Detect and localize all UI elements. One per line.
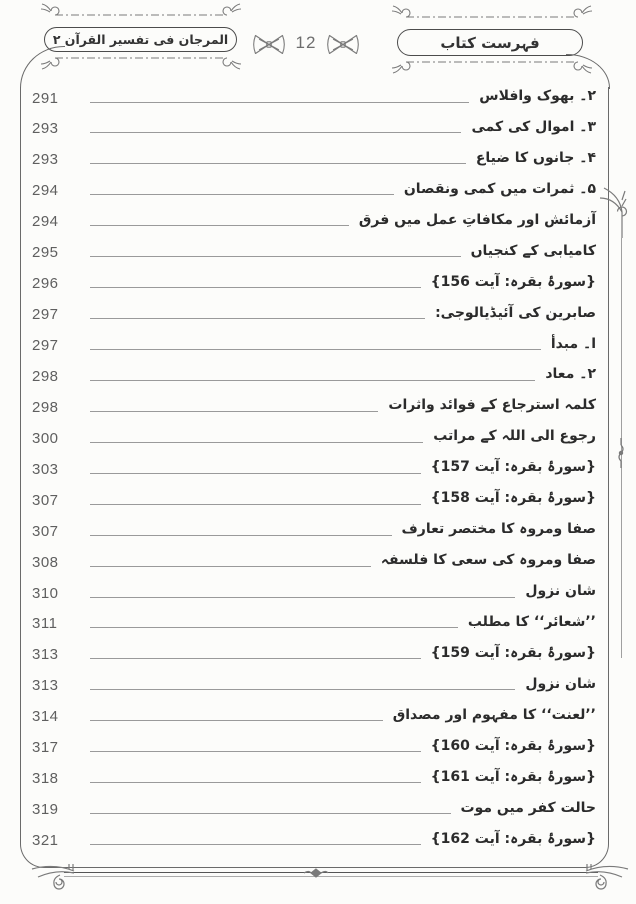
leader-line xyxy=(90,287,421,288)
leader-line xyxy=(90,813,451,814)
leader-line xyxy=(90,380,535,381)
entry-title: صفا ومروہ کی سعی کا فلسفہ xyxy=(380,552,596,569)
leader-line xyxy=(90,720,383,721)
toc-row xyxy=(32,305,596,323)
entry-page-number: 303 xyxy=(32,460,59,478)
entry-page-number: 300 xyxy=(32,429,59,447)
entry-page-number: 311 xyxy=(32,615,58,633)
bow-ornament-icon xyxy=(325,31,361,58)
leader-line xyxy=(90,194,394,195)
toc-row xyxy=(32,521,596,539)
entry-title: کلمہ استرجاع کے فوائد واثرات xyxy=(388,397,596,414)
entry-title: {سورۂ بقرہ: آیت 160} xyxy=(430,737,596,754)
toc-row xyxy=(32,645,596,663)
entry-page-number: 307 xyxy=(32,522,59,540)
entry-page-number: 317 xyxy=(32,739,59,757)
toc-row xyxy=(32,274,596,292)
toc-row xyxy=(32,614,596,632)
leader-line xyxy=(90,411,378,412)
entry-page-number: 297 xyxy=(32,306,59,324)
footer-rule xyxy=(64,872,598,877)
toc-title: فہرست کتاب xyxy=(440,33,540,52)
leader-line xyxy=(90,256,461,257)
knot-ornament-icon xyxy=(615,438,627,468)
leader-line xyxy=(90,442,423,443)
leader-line xyxy=(90,504,421,505)
toc-row xyxy=(32,181,596,199)
corner-flourish-icon xyxy=(30,862,76,892)
toc-row xyxy=(32,336,596,354)
entry-title: ا۔ مبدأ xyxy=(550,335,596,352)
toc-row xyxy=(32,769,596,787)
leader-line xyxy=(90,132,461,133)
leader-line xyxy=(90,782,421,783)
toc-row xyxy=(32,119,596,137)
toc-row xyxy=(32,552,596,570)
entry-page-number: 296 xyxy=(32,275,59,293)
floral-divider-icon xyxy=(392,4,592,22)
entry-title: صفا ومروہ کا مختصر تعارف xyxy=(401,521,596,538)
entry-title: ۲۔ معاد xyxy=(545,366,596,383)
entry-title: آزمائش اور مکافاتِ عمل میں فرق xyxy=(358,211,596,228)
corner-flourish-icon xyxy=(584,862,630,892)
toc-row xyxy=(32,366,596,384)
entry-title: ۳۔ اموال کی کمی xyxy=(471,118,596,135)
entry-page-number: 295 xyxy=(32,244,59,262)
page-number: 12 xyxy=(295,33,317,52)
book-title-box xyxy=(44,27,237,52)
entry-page-number: 321 xyxy=(32,832,59,849)
entry-title: {سورۂ بقرہ: آیت 161} xyxy=(430,768,596,785)
entry-page-number: 313 xyxy=(32,677,59,695)
frame-corner xyxy=(20,46,65,89)
entry-title: صابرین کی آئیڈیالوجی: xyxy=(435,304,596,321)
entry-page-number: 298 xyxy=(32,367,59,385)
entry-page-number: 307 xyxy=(32,491,59,509)
toc-row xyxy=(32,243,596,261)
floral-divider-icon xyxy=(40,2,242,20)
floral-divider-icon xyxy=(40,53,242,71)
entry-title: {سورۂ بقرہ: آیت 157} xyxy=(430,459,596,476)
toc-row xyxy=(32,150,596,168)
leader-line xyxy=(90,751,421,752)
toc-list xyxy=(32,88,596,848)
entry-title: حالت کفر میں موت xyxy=(460,799,596,816)
entry-page-number: 294 xyxy=(32,182,59,200)
entry-title: {سورۂ بقرہ: آیت 158} xyxy=(430,490,596,507)
entry-page-number: 297 xyxy=(32,337,59,354)
entry-title: ’’لعنت‘‘ کا مفہوم اور مصداق xyxy=(392,706,596,723)
entry-title: ۵۔ ثمرات میں کمی ونقصان xyxy=(403,180,596,197)
frame-corner xyxy=(566,54,610,89)
leader-line xyxy=(90,102,469,103)
leader-line xyxy=(90,163,466,164)
leader-line xyxy=(90,535,392,536)
floral-divider-icon xyxy=(392,57,592,75)
center-ornament-icon xyxy=(303,867,329,879)
entry-title: کامیابی کے کنجیاں xyxy=(470,242,596,259)
leader-line xyxy=(90,473,421,474)
entry-page-number: 308 xyxy=(32,553,59,571)
toc-row xyxy=(32,88,596,106)
leader-line xyxy=(90,349,541,350)
toc-title-box xyxy=(397,29,583,56)
entry-title: ’’شعائر‘‘ کا مطلب xyxy=(467,613,596,630)
entry-page-number: 310 xyxy=(32,584,59,602)
toc-row xyxy=(32,428,596,446)
entry-title: {سورۂ بقرہ: آیت 162} xyxy=(430,830,596,847)
toc-row xyxy=(32,800,596,818)
entry-page-number: 314 xyxy=(32,708,59,726)
entry-page-number: 293 xyxy=(32,120,59,138)
toc-row xyxy=(32,676,596,694)
toc-row xyxy=(32,212,596,230)
leader-line xyxy=(90,689,515,690)
toc-row xyxy=(32,490,596,508)
leader-line xyxy=(90,627,458,628)
leader-line xyxy=(90,566,371,567)
entry-page-number: 318 xyxy=(32,770,59,788)
entry-page-number: 298 xyxy=(32,398,59,416)
toc-row xyxy=(32,831,596,849)
entry-page-number: 313 xyxy=(32,646,59,664)
entry-page-number: 294 xyxy=(32,213,59,231)
entry-title: شان نزول xyxy=(525,675,596,692)
book-title: المرجان فی تفسیر القرآن ۲ xyxy=(52,32,229,47)
toc-row xyxy=(32,707,596,725)
bow-ornament-icon xyxy=(251,31,287,58)
toc-row xyxy=(32,738,596,756)
leaf-flourish-icon xyxy=(598,186,632,240)
leader-line xyxy=(90,844,421,845)
entry-title: {سورۂ بقرہ: آیت 156} xyxy=(430,273,596,290)
leader-line xyxy=(90,225,349,226)
entry-title: رجوع الی اللہ کے مراتب xyxy=(433,428,596,445)
toc-row xyxy=(32,583,596,601)
entry-page-number: 293 xyxy=(32,151,59,169)
toc-row xyxy=(32,397,596,415)
entry-page-number: 291 xyxy=(32,89,59,107)
entry-title: {سورۂ بقرہ: آیت 159} xyxy=(430,644,596,661)
leader-line xyxy=(90,658,421,659)
entry-title: شان نزول xyxy=(525,583,596,599)
leader-line xyxy=(90,597,515,598)
toc-row xyxy=(32,459,596,477)
entry-title: ۲۔ بھوک وافلاس xyxy=(479,88,596,104)
entry-title: ۴۔ جانوں کا ضیاع xyxy=(475,149,596,166)
leader-line xyxy=(90,318,425,319)
entry-page-number: 319 xyxy=(32,801,59,819)
